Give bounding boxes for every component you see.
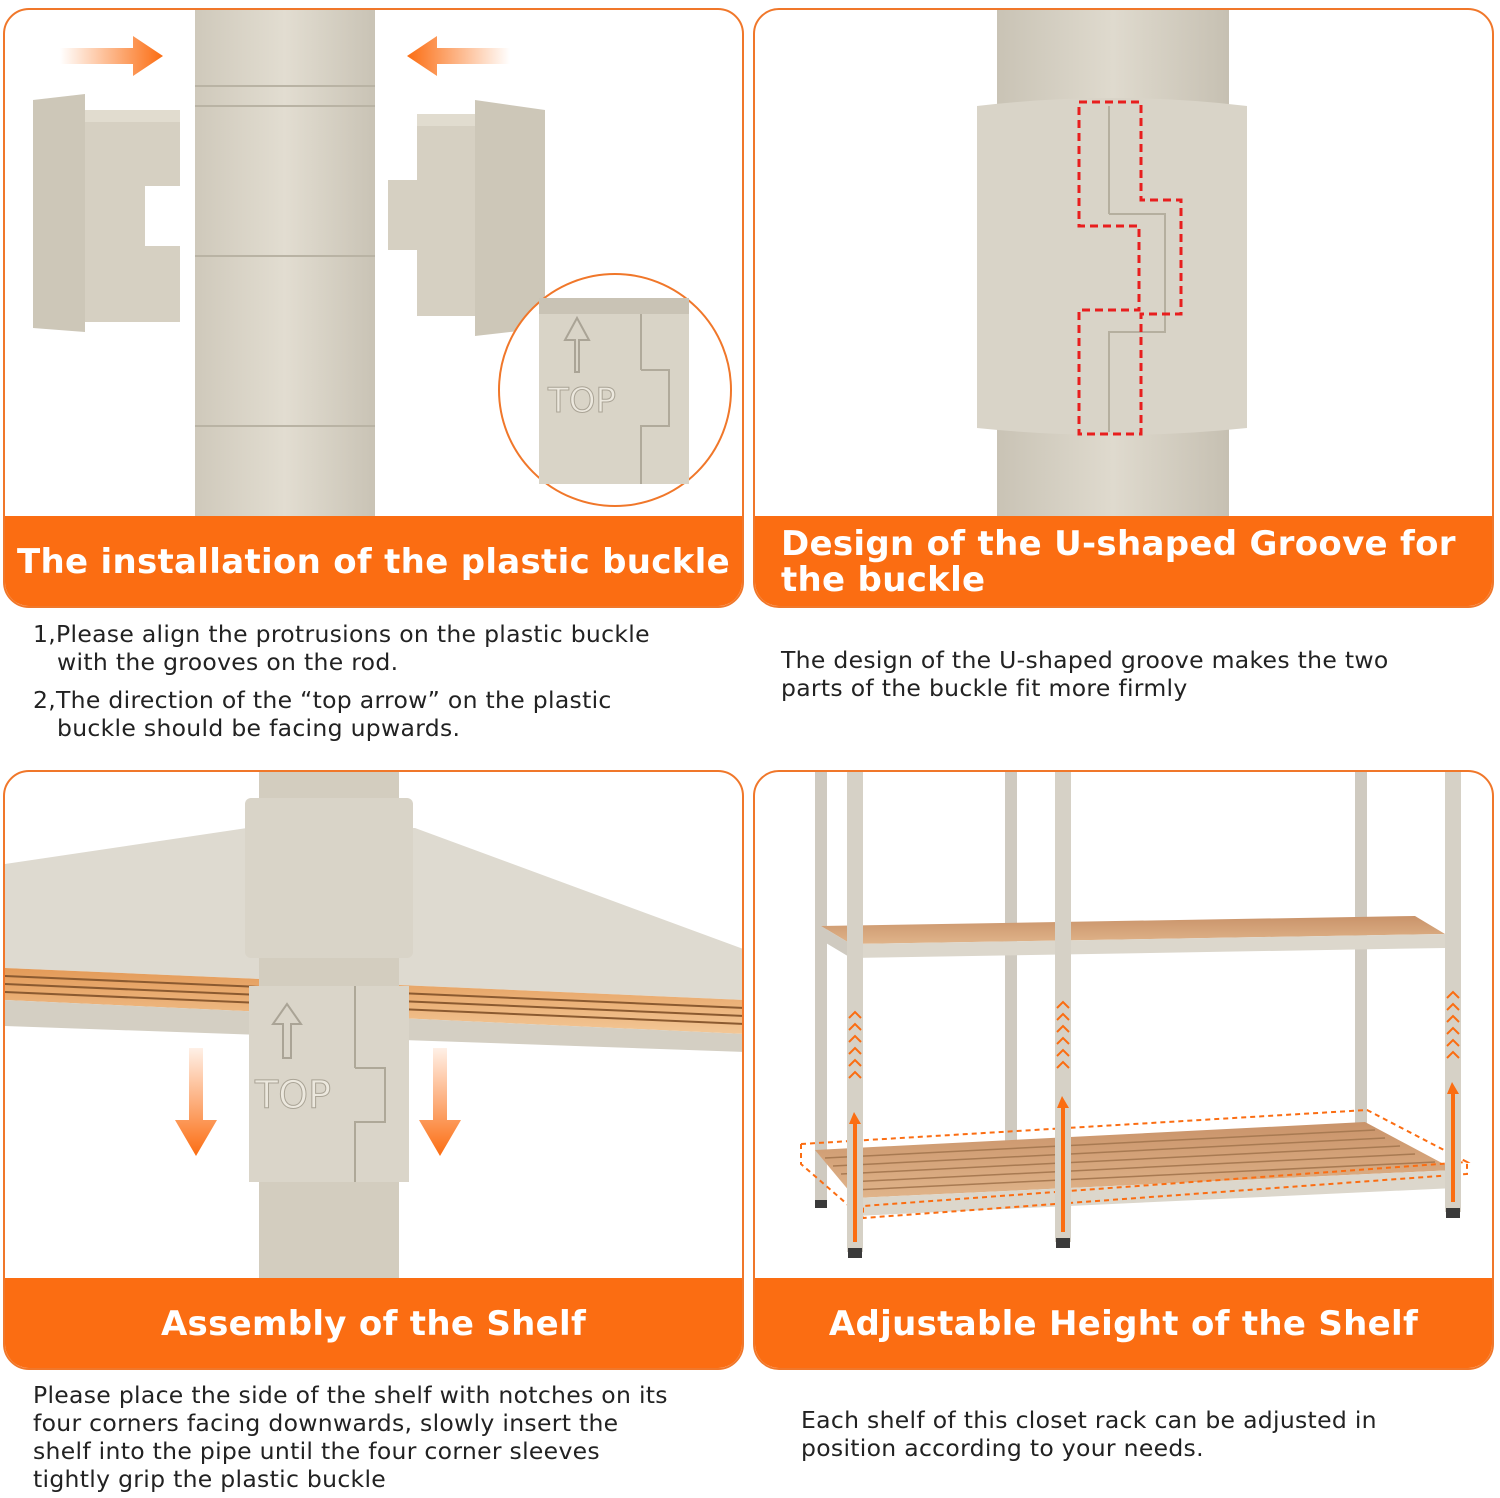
top-mark: TOP bbox=[548, 381, 617, 421]
desc-line-3: shelf into the pipe until the four corner sleeves bbox=[33, 1437, 600, 1465]
arrow-right-icon bbox=[60, 36, 163, 76]
banner-text: The installation of the plastic buckle bbox=[17, 542, 730, 582]
step-2 bbox=[33, 686, 733, 742]
height-markers-icon bbox=[849, 992, 1459, 1078]
panel-adjustable-height bbox=[753, 770, 1494, 1370]
description-u-groove bbox=[781, 646, 1481, 702]
desc-line-2: four corners facing downwards, slowly insert the bbox=[33, 1409, 619, 1437]
description-shelf-assembly bbox=[33, 1381, 733, 1493]
banner-text bbox=[781, 526, 1456, 598]
step-1-line-1: 1,Please align the protrusions on the plastic buckle bbox=[33, 620, 650, 648]
step-1-line-2: with the grooves on the rod. bbox=[57, 648, 399, 676]
desc-line-1: Each shelf of this closet rack can be adjusted in bbox=[801, 1406, 1377, 1434]
panel-u-groove-design bbox=[753, 8, 1494, 608]
buckle-sleeve bbox=[977, 98, 1247, 435]
desc-line-2: position according to your needs. bbox=[801, 1434, 1204, 1462]
panel-plastic-buckle-installation bbox=[3, 8, 744, 608]
description-installation bbox=[33, 620, 733, 752]
desc-line-1: The design of the U-shaped groove makes the two bbox=[781, 646, 1389, 674]
banner-text: Assembly of the Shelf bbox=[160, 1304, 587, 1344]
left-buckle-half bbox=[33, 94, 180, 332]
step-2-line-2: buckle should be facing upwards. bbox=[57, 714, 461, 742]
banner-title bbox=[3, 1278, 744, 1370]
arrow-down-icon bbox=[175, 1048, 217, 1156]
right-buckle-half bbox=[388, 100, 545, 336]
desc-line-4: tightly grip the plastic buckle bbox=[33, 1465, 387, 1493]
shelf-corner-sleeve bbox=[245, 798, 413, 958]
desc-line-2: parts of the buckle fit more firmly bbox=[781, 674, 1188, 702]
arrow-down-icon bbox=[419, 1048, 461, 1156]
step-2-line-1: 2,The direction of the “top arrow” on the plastic bbox=[33, 686, 612, 714]
zoom-detail bbox=[499, 274, 731, 506]
panel-shelf-assembly bbox=[3, 770, 744, 1370]
banner-title bbox=[753, 516, 1494, 608]
banner-title bbox=[753, 1278, 1494, 1370]
top-mark: TOP bbox=[255, 1073, 332, 1117]
desc-line-1: Please place the side of the shelf with notches on its bbox=[33, 1381, 668, 1409]
step-1 bbox=[33, 620, 733, 676]
banner-title bbox=[3, 516, 744, 608]
banner-text: Adjustable Height of the Shelf bbox=[828, 1304, 1419, 1344]
description-adjustable-height bbox=[801, 1406, 1491, 1462]
banner-line-1: Design of the U-shaped Groove for bbox=[781, 524, 1456, 564]
banner-line-2: the buckle bbox=[781, 560, 986, 600]
arrow-left-icon bbox=[407, 36, 510, 76]
